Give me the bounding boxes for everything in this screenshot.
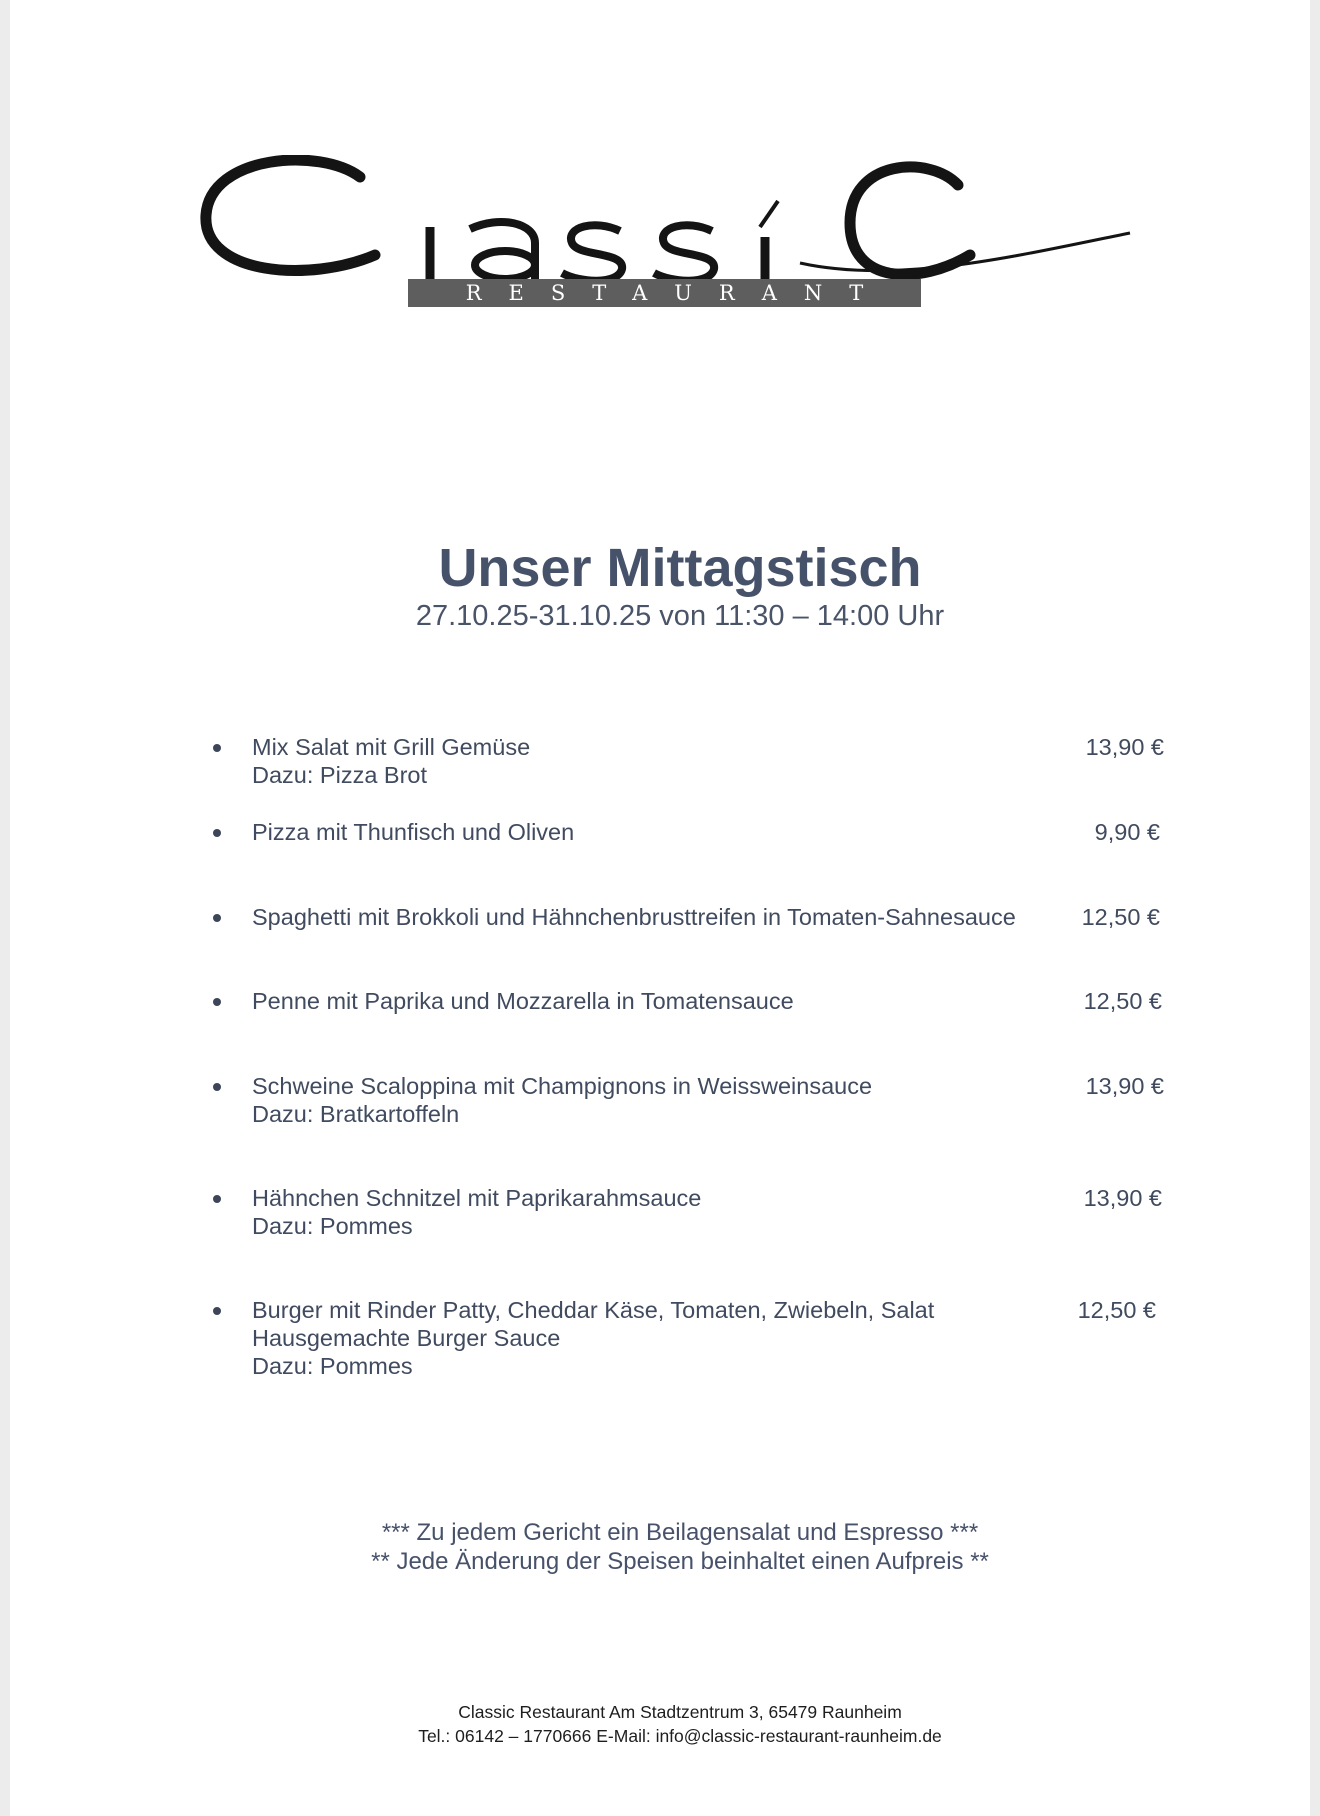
menu-item-description: [252, 1296, 1072, 1380]
note-side-salad-espresso: *** Zu jedem Gericht ein Beilagensalat und Espresso ***: [381, 1519, 979, 1546]
menu-item-line: Dazu: Pommes: [252, 1213, 413, 1239]
footer-contact: [10, 1700, 1320, 1748]
bullet-icon: [213, 914, 221, 922]
bullet-icon: [213, 1083, 221, 1091]
menu-item-price: 12,50 €: [1081, 904, 1160, 930]
menu-item-line: Dazu: Pommes: [252, 1353, 413, 1379]
menu-notes: [10, 1518, 1320, 1576]
date-time-range: 27.10.25-31.10.25 von 11:30 – 14:00 Uhr: [415, 600, 945, 632]
bullet-icon: [213, 829, 221, 837]
menu-item-description: [252, 1072, 1072, 1128]
menu-item-description: [252, 1184, 1072, 1240]
note-surcharge: ** Jede Änderung der Speisen beinhaltet einen Aufpreis **: [371, 1548, 989, 1575]
page-title: Unser Mittagstisch: [438, 538, 922, 598]
menu-item-description: [252, 733, 1072, 789]
menu-item-line: Dazu: Pizza Brot: [252, 762, 428, 788]
menu-item-price: 9,90 €: [1094, 819, 1160, 845]
menu-item-price: 13,90 €: [1083, 1185, 1162, 1211]
classic-wordmark: [200, 155, 1140, 285]
menu-item-line: Hausgemachte Burger Sauce: [252, 1325, 561, 1351]
footer-phone-email: Tel.: 06142 – 1770666 E-Mail: info@classic-restaurant-raunheim.de: [418, 1726, 942, 1746]
menu-item-price: 13,90 €: [1085, 1073, 1164, 1099]
menu-item-line: Dazu: Bratkartoffeln: [252, 1101, 460, 1127]
menu-item-description: [252, 903, 1072, 931]
logo-restaurant-band: RESTAURANT: [408, 279, 921, 307]
bullet-icon: [213, 998, 221, 1006]
footer-address: Classic Restaurant Am Stadtzentrum 3, 65479 Raunheim: [458, 1702, 902, 1722]
menu-item-line: Hähnchen Schnitzel mit Paprikarahmsauce: [252, 1185, 702, 1211]
menu-item-line: Penne mit Paprika und Mozzarella in Tomatensauce: [252, 988, 794, 1014]
menu-item-price: 13,90 €: [1085, 734, 1164, 760]
menu-item-line: Spaghetti mit Brokkoli und Hähnchenbrusttreifen in Tomaten-Sahnesauce: [252, 904, 1016, 930]
menu-item-price: 12,50 €: [1083, 988, 1162, 1014]
menu-item-line: Burger mit Rinder Patty, Cheddar Käse, Tomaten, Zwiebeln, Salat: [252, 1297, 935, 1323]
menu-page: [10, 0, 1310, 1816]
bullet-icon: [213, 744, 221, 752]
menu-item-line: Mix Salat mit Grill Gemüse: [252, 734, 531, 760]
menu-item-line: Schweine Scaloppina mit Champignons in Weissweinsauce: [252, 1073, 873, 1099]
menu-item-description: [252, 987, 1072, 1015]
menu-item-description: [252, 818, 1072, 846]
menu-item-line: Pizza mit Thunfisch und Oliven: [252, 819, 575, 845]
bullet-icon: [213, 1307, 221, 1315]
menu-item-price: 12,50 €: [1077, 1297, 1156, 1323]
restaurant-logo: [200, 155, 1140, 315]
bullet-icon: [213, 1195, 221, 1203]
